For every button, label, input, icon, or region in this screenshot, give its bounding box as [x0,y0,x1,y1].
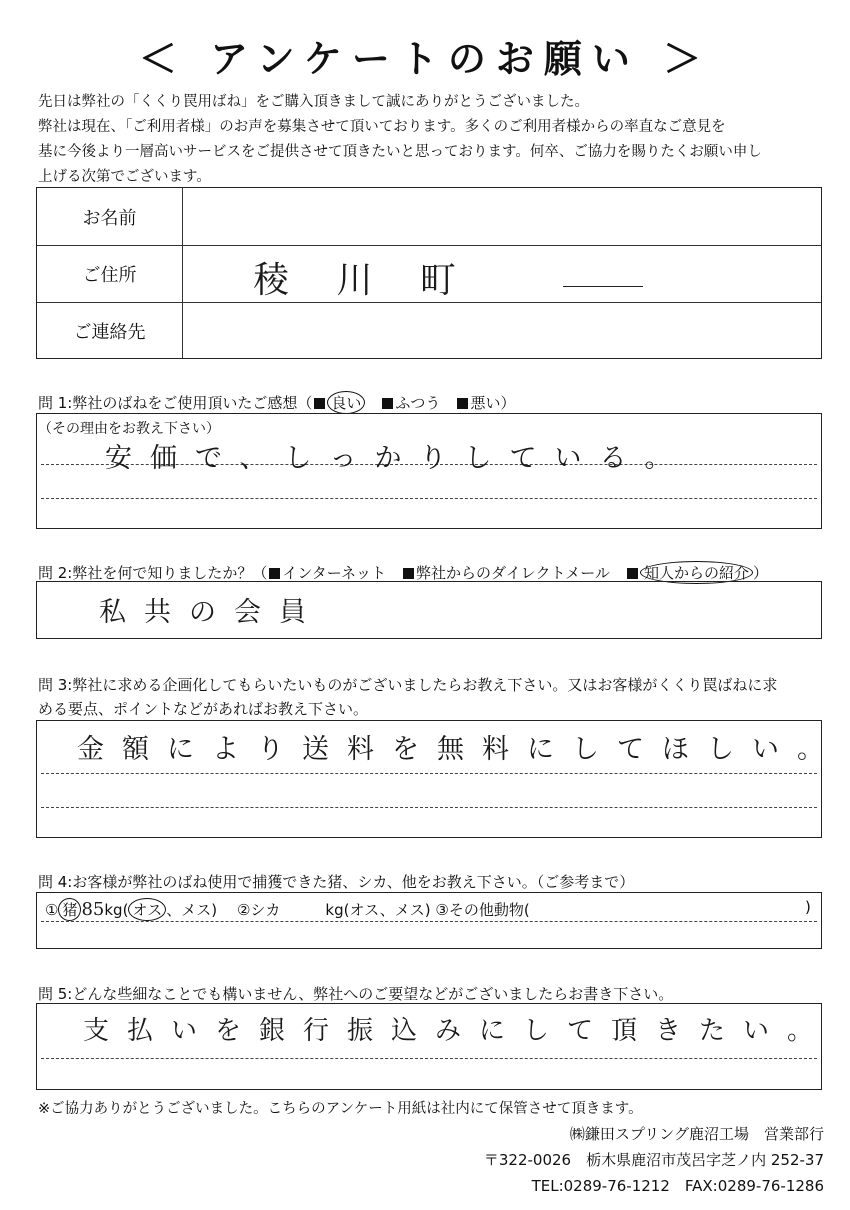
q2-answer-box[interactable] [36,581,822,639]
company-address: 〒322-0026 栃木県鹿沼市茂呂字芝ノ内 252-37 [483,1151,824,1169]
q2-option-internet[interactable]: インターネット [282,564,387,582]
contact-field[interactable] [183,303,821,358]
checkbox-icon[interactable] [403,568,414,579]
q4-item1-prefix: ① [45,901,59,919]
q1-option-good-selected[interactable]: 良い [327,391,365,414]
q4-item1-weight[interactable]: 85 [81,899,105,920]
form-row-address [37,246,821,303]
q4-answer-box[interactable] [36,892,822,949]
q3-answer-handwriting: 金額により送料を無料にしてほしい。 [77,734,842,765]
q1-sub-prompt: （その理由をお教え下さい） [38,421,220,437]
q3-question-line-1: 問 3:弊社に求める企画化してもらいたいものがございましたらお教え下さい。又はお客様がくくり罠ばねに求 [38,676,778,694]
q2-option-mail[interactable]: 弊社からのダイレクトメール [416,564,610,582]
address-label: ご住所 [37,246,183,302]
q2-option-friend-selected[interactable]: 知人からの紹介 [640,561,753,584]
name-field[interactable] [183,188,821,245]
thanks-note: ※ご協力ありがとうございました。こちらのアンケート用紙は社内にて保管させて頂きます。 [38,1101,643,1117]
q4-item1-female[interactable]: 、メス) [166,901,218,919]
q1-question [38,391,515,414]
q4-item1-unit: kg( [104,901,129,919]
answer-line [41,498,817,499]
name-label: お名前 [37,188,183,245]
address-field[interactable] [183,246,821,302]
form-row-contact [37,303,821,358]
q3-question-line-2: める要点、ポイントなどがあればお教え下さい。 [38,700,369,718]
answer-line [41,1058,817,1059]
q4-item1-animal-selected[interactable]: 猪 [58,898,81,921]
answer-line [41,921,817,922]
address-handwriting: 稜 川 町 [253,260,474,301]
q4-question: 問 4:お客様が弊社のばね使用で捕獲できた猪、シカ、他をお教え下さい。（ご参考まで） [38,873,635,891]
q1-option-normal[interactable]: ふつう [395,394,441,412]
q5-answer-handwriting: 支払いを銀行振込みにして頂きたい。 [83,1016,832,1046]
q1-answer-box[interactable] [36,413,822,529]
q4-items [45,898,530,921]
q1-question-text: 問 1:弊社のばねをご使用頂いたご感想（ [38,394,313,412]
intro-line-3: 基に今後より一層高いサービスをご提供させて頂きたいと思っております。何卒、ご協力を賜りたくお願い申し [38,144,762,160]
intro-line-4: 上げる次第でございます。 [38,169,211,185]
answer-line [41,773,817,774]
contact-label: ご連絡先 [37,303,183,358]
q5-answer-box[interactable] [36,1003,832,1090]
checkbox-icon[interactable] [382,398,393,409]
q2-close-paren: ） [753,564,769,582]
q1-answer-handwriting: 安価で、しっかりしている。 [105,443,690,474]
intro-line-2: 弊社は現在、「ご利用者様」のお声を募集させて頂いております。多くのご利用者様からの率直なご意見を [38,119,726,135]
checkbox-icon[interactable] [457,398,468,409]
page-title: ＜ アンケートのお願い ＞ [138,37,712,81]
intro-line-1: 先日は弊社の「くくり罠用ばね」をご購入頂きまして誠にありがとうございました。 [38,94,589,110]
q5-question: 問 5:どんな些細なことでも構いません、弊社へのご要望などがございましたらお書き下さい。 [38,985,674,1003]
q2-question-text: 問 2:弊社を何で知りましたか？（ [38,564,268,582]
answer-line [41,807,817,808]
q4-item2[interactable]: ②シカ kg(オス、メス) [236,901,431,919]
q1-option-bad[interactable]: 悪い） [470,394,516,412]
company-contact: TEL:0289-76-1212 FAX:0289-76-1286 [531,1177,824,1195]
redaction-line [563,286,643,287]
q4-item1-male-selected[interactable]: オス [128,898,166,921]
checkbox-icon[interactable] [269,568,280,579]
q4-item3[interactable]: ③その他動物( [435,901,530,919]
checkbox-icon[interactable] [314,398,325,409]
checkbox-icon[interactable] [627,568,638,579]
q2-answer-handwriting: 私共の会員 [99,597,324,628]
q3-answer-box[interactable] [36,720,842,838]
q4-item3-close: ) [805,898,811,916]
form-row-name [37,188,821,246]
company-name: ㈱鎌田スプリング鹿沼工場 営業部行 [569,1125,824,1143]
contact-form-table [36,187,822,359]
